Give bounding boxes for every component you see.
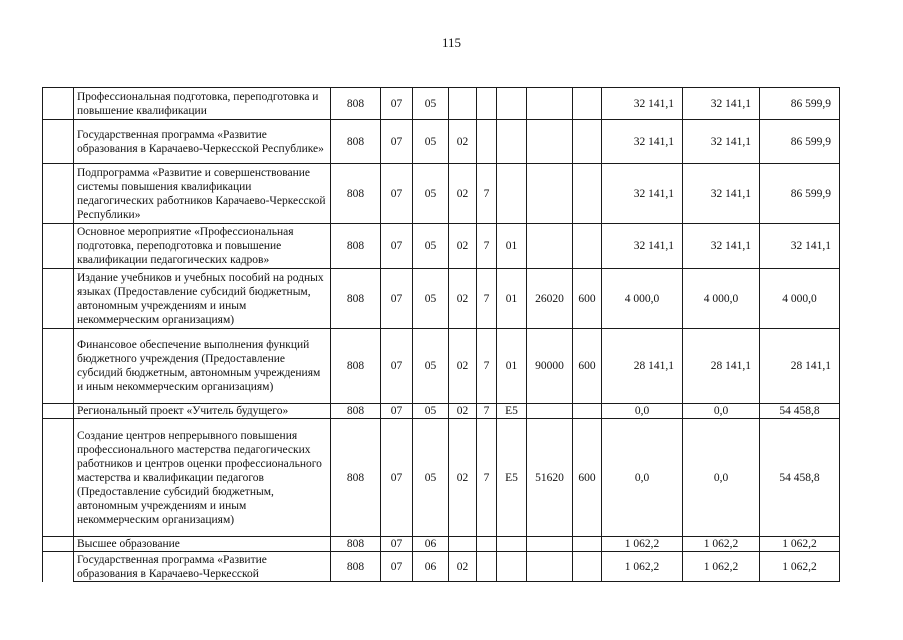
code-pr: 05 <box>413 329 449 404</box>
row-name: Подпрограмма «Развитие и совершенствование системы повышения квалификации педагогических работников Карачаево-Черкесской Республики» <box>74 164 331 224</box>
amount-3: 86 599,9 <box>760 120 840 164</box>
code-pr: 05 <box>413 224 449 269</box>
code-ved: 808 <box>331 224 381 269</box>
code-expense-type <box>573 120 602 164</box>
table-row <box>43 419 840 537</box>
code-expense-type: 600 <box>573 269 602 329</box>
code-subprogram: 7 <box>477 404 497 419</box>
amount-3: 86 599,9 <box>760 88 840 120</box>
amount-2: 32 141,1 <box>683 164 760 224</box>
code-rz: 07 <box>381 120 413 164</box>
table-row <box>43 224 840 269</box>
code-subprogram: 7 <box>477 224 497 269</box>
amount-2: 28 141,1 <box>683 329 760 404</box>
code-rz: 07 <box>381 329 413 404</box>
amount-3: 1 062,2 <box>760 552 840 582</box>
code-pr: 05 <box>413 88 449 120</box>
amount-3: 54 458,8 <box>760 419 840 537</box>
amount-1: 1 062,2 <box>602 552 683 582</box>
amount-1: 32 141,1 <box>602 120 683 164</box>
table-row <box>43 120 840 164</box>
row-name: Создание центров непрерывного повышения профессионального мастерства педагогических работников и центров оценки профессионального мастерства и квалификации педагогов (Предоставление субсидий бюджетным, автономным учреждениям и иным некоммерческим организациям) <box>74 419 331 537</box>
amount-3: 28 141,1 <box>760 329 840 404</box>
row-margin-cell <box>43 404 74 419</box>
row-name: Финансовое обеспечение выполнения функций бюджетного учреждения (Предоставление субсидий бюджетным, автономным учреждениям и иным некоммерческим организациям) <box>74 329 331 404</box>
code-subprogram <box>477 120 497 164</box>
code-expense-type <box>573 224 602 269</box>
row-margin-cell <box>43 269 74 329</box>
code-main-event: E5 <box>497 404 527 419</box>
amount-3: 4 000,0 <box>760 269 840 329</box>
table-row <box>43 404 840 419</box>
budget-table <box>42 87 840 582</box>
code-subprogram: 7 <box>477 164 497 224</box>
table-row <box>43 537 840 552</box>
code-program: 02 <box>449 329 477 404</box>
code-program: 02 <box>449 120 477 164</box>
code-main-event: 01 <box>497 269 527 329</box>
code-ved: 808 <box>331 404 381 419</box>
amount-3: 54 458,8 <box>760 404 840 419</box>
code-direction <box>527 88 573 120</box>
code-expense-type: 600 <box>573 419 602 537</box>
amount-1: 32 141,1 <box>602 164 683 224</box>
code-subprogram: 7 <box>477 419 497 537</box>
code-rz: 07 <box>381 269 413 329</box>
amount-1: 32 141,1 <box>602 224 683 269</box>
row-name: Издание учебников и учебных пособий на родных языках (Предоставление субсидий бюджетным, автономным учреждениям и иным некоммерческим организациям) <box>74 269 331 329</box>
row-name: Высшее образование <box>74 537 331 552</box>
code-ved: 808 <box>331 552 381 582</box>
amount-3: 32 141,1 <box>760 224 840 269</box>
code-direction <box>527 537 573 552</box>
code-pr: 05 <box>413 120 449 164</box>
row-margin-cell <box>43 552 74 582</box>
amount-2: 1 062,2 <box>683 537 760 552</box>
code-subprogram <box>477 552 497 582</box>
code-program: 02 <box>449 552 477 582</box>
code-expense-type: 600 <box>573 329 602 404</box>
amount-1: 4 000,0 <box>602 269 683 329</box>
code-main-event: E5 <box>497 419 527 537</box>
amount-1: 32 141,1 <box>602 88 683 120</box>
code-ved: 808 <box>331 88 381 120</box>
code-direction <box>527 552 573 582</box>
code-subprogram <box>477 88 497 120</box>
code-direction <box>527 120 573 164</box>
code-ved: 808 <box>331 120 381 164</box>
amount-2: 32 141,1 <box>683 88 760 120</box>
amount-3: 86 599,9 <box>760 164 840 224</box>
code-direction <box>527 164 573 224</box>
code-pr: 05 <box>413 164 449 224</box>
code-ved: 808 <box>331 164 381 224</box>
row-margin-cell <box>43 224 74 269</box>
table-row <box>43 269 840 329</box>
amount-2: 0,0 <box>683 404 760 419</box>
code-main-event <box>497 537 527 552</box>
row-margin-cell <box>43 120 74 164</box>
code-rz: 07 <box>381 419 413 537</box>
row-margin-cell <box>43 88 74 120</box>
code-pr: 05 <box>413 419 449 537</box>
code-main-event <box>497 120 527 164</box>
amount-1: 28 141,1 <box>602 329 683 404</box>
table-row <box>43 329 840 404</box>
code-direction <box>527 404 573 419</box>
amount-2: 32 141,1 <box>683 120 760 164</box>
code-rz: 07 <box>381 224 413 269</box>
amount-1: 1 062,2 <box>602 537 683 552</box>
amount-2: 1 062,2 <box>683 552 760 582</box>
code-main-event: 01 <box>497 329 527 404</box>
code-main-event <box>497 164 527 224</box>
code-subprogram: 7 <box>477 269 497 329</box>
code-program: 02 <box>449 404 477 419</box>
code-ved: 808 <box>331 269 381 329</box>
code-main-event: 01 <box>497 224 527 269</box>
row-name: Государственная программа «Развитие образования в Карачаево-Черкесской <box>74 552 331 582</box>
code-pr: 06 <box>413 552 449 582</box>
row-margin-cell <box>43 329 74 404</box>
code-program <box>449 88 477 120</box>
row-name: Региональный проект «Учитель будущего» <box>74 404 331 419</box>
table-row <box>43 88 840 120</box>
code-expense-type <box>573 404 602 419</box>
code-pr: 05 <box>413 269 449 329</box>
code-program: 02 <box>449 269 477 329</box>
code-subprogram <box>477 537 497 552</box>
code-rz: 07 <box>381 537 413 552</box>
amount-1: 0,0 <box>602 404 683 419</box>
code-expense-type <box>573 552 602 582</box>
row-margin-cell <box>43 164 74 224</box>
code-direction: 90000 <box>527 329 573 404</box>
amount-3: 1 062,2 <box>760 537 840 552</box>
code-direction: 51620 <box>527 419 573 537</box>
code-program: 02 <box>449 164 477 224</box>
code-main-event <box>497 88 527 120</box>
row-name: Государственная программа «Развитие образования в Карачаево-Черкесской Республике» <box>74 120 331 164</box>
code-rz: 07 <box>381 164 413 224</box>
code-main-event <box>497 552 527 582</box>
code-rz: 07 <box>381 88 413 120</box>
code-ved: 808 <box>331 329 381 404</box>
amount-2: 4 000,0 <box>683 269 760 329</box>
amount-2: 0,0 <box>683 419 760 537</box>
code-subprogram: 7 <box>477 329 497 404</box>
code-program: 02 <box>449 224 477 269</box>
page-number: 115 <box>441 35 462 50</box>
table-row <box>43 164 840 224</box>
code-ved: 808 <box>331 419 381 537</box>
code-rz: 07 <box>381 552 413 582</box>
row-margin-cell <box>43 419 74 537</box>
amount-2: 32 141,1 <box>683 224 760 269</box>
code-expense-type <box>573 537 602 552</box>
code-program <box>449 537 477 552</box>
code-pr: 06 <box>413 537 449 552</box>
code-ved: 808 <box>331 537 381 552</box>
code-rz: 07 <box>381 404 413 419</box>
table-row <box>43 552 840 582</box>
code-program: 02 <box>449 419 477 537</box>
code-direction <box>527 224 573 269</box>
amount-1: 0,0 <box>602 419 683 537</box>
row-name: Профессиональная подготовка, переподготовка и повышение квалификации <box>74 88 331 120</box>
code-direction: 26020 <box>527 269 573 329</box>
code-pr: 05 <box>413 404 449 419</box>
row-name: Основное мероприятие «Профессиональная подготовка, переподготовка и повышение квалификации педагогических кадров» <box>74 224 331 269</box>
code-expense-type <box>573 164 602 224</box>
code-expense-type <box>573 88 602 120</box>
row-margin-cell <box>43 537 74 552</box>
